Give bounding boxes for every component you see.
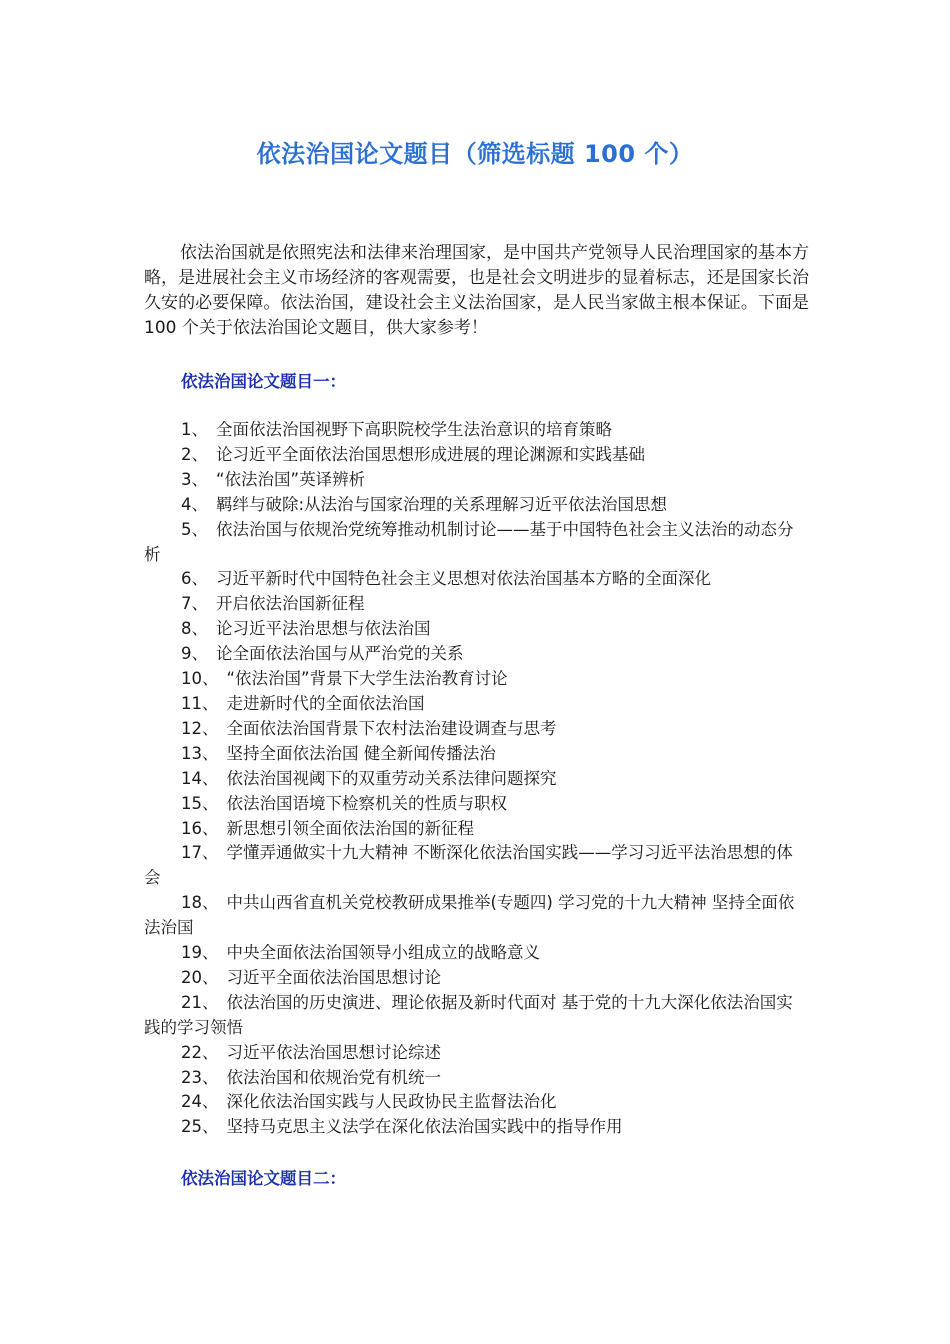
list-item-text: 全面依法治国视野下高职院校学生法治意识的培育策略 [216,420,612,439]
list-item-number: 3、 [181,469,208,489]
list-item [144,617,809,642]
list-item [144,692,809,717]
list-item-text: 中央全面依法治国领导小组成立的战略意义 [226,943,540,963]
list-item-text: 依法治国语境下检察机关的性质与职权 [226,793,507,813]
list-item-text: 坚持全面依法治国 健全新闻传播法治 [226,743,496,763]
list-item [144,592,809,617]
list-item [144,518,809,568]
list-item-text: 羁绊与破除:从法治与国家治理的关系理解习近平依法治国思想 [216,494,668,514]
list-item [144,642,809,667]
list-item [144,1041,809,1066]
list-item [144,841,809,891]
list-item [144,991,809,1041]
section-heading-2: 依法治国论文题目二： [181,1169,346,1188]
list-item-text: 习近平全面依法治国思想讨论 [226,967,441,987]
list-item-number: 6、 [181,569,208,589]
list-item [144,1090,809,1115]
list-item-number: 16、 [181,818,219,838]
list-item [144,717,809,742]
list-item-number: 13、 [181,743,219,763]
list-item-number: 22、 [181,1042,219,1062]
section-heading-1: 依法治国论文题目一： [181,372,346,391]
list-item-number: 9、 [181,644,208,664]
list-item-text: 开启依法治国新征程 [216,594,365,614]
list-item [144,468,809,493]
list-item-number: 5、 [181,519,208,539]
list-item [144,966,809,991]
list-item-text: 全面依法治国背景下农村法治建设调查与思考 [226,718,557,738]
list-item [144,767,809,792]
list-item-text: 依法治国与依规治党统筹推动机制讨论——基于中国特色社会主义法治的动态分析 [144,519,794,564]
list-item-number: 12、 [181,718,219,738]
list-item [144,817,809,842]
list-item-text: 学懂弄通做实十九大精神 不断深化依法治国实践——学习习近平法治思想的体会 [144,843,793,888]
list-item-number: 2、 [181,444,208,464]
list-item [144,792,809,817]
list-item-text: 走进新时代的全面依法治国 [226,693,425,713]
list-item-text: 习近平新时代中国特色社会主义思想对依法治国基本方略的全面深化 [216,569,711,589]
list-item-number: 23、 [181,1067,219,1087]
list-item-text: “依法治国”背景下大学生法治教育讨论 [226,669,508,689]
list-item-number: 19、 [181,943,219,963]
list-item-text: 依法治国视阈下的双重劳动关系法律问题探究 [226,768,557,788]
list-item-number: 25、 [181,1117,219,1137]
list-item-number: 8、 [181,619,208,639]
list-item-text: 坚持马克思主义法学在深化依法治国实践中的指导作用 [226,1117,623,1137]
list-item [144,1115,809,1140]
list-item-number: 20、 [181,967,219,987]
list-item-text: 依法治国和依规治党有机统一 [226,1067,441,1087]
list-item-text: 新思想引领全面依法治国的新征程 [226,818,474,838]
list-item-number: 21、 [181,992,219,1012]
list-item-text: 论习近平法治思想与依法治国 [216,619,431,639]
list-item [144,891,809,941]
list-item-number: 10、 [181,669,219,689]
list-item-number: 18、 [181,893,219,913]
list-item-number: 11、 [181,693,219,713]
intro-paragraph: 依法治国就是依照宪法和法律来治理国家，是中国共产党领导人民治理国家的基本方略，是进展社会主义市场经济的客观需要，也是社会文明进步的显着标志，还是国家长治久安的必要保障。依法治国，建设社会主义法治国家，是人民当家做主根本保证。下面是 100 个关于依法治国论文题目，供大家参考！ [144,243,809,338]
list-item-text: 中共山西省直机关党校教研成果推举(专题四) 学习党的十九大精神 坚持全面依法治国 [144,893,795,938]
list-item [144,567,809,592]
list-item-number: 14、 [181,768,219,788]
list-item-text: 依法治国的历史演进、理论依据及新时代面对 基于党的十九大深化依法治国实践的学习领悟 [144,992,793,1037]
list-item-number: 7、 [181,594,208,614]
list-item [144,1066,809,1091]
list-item [144,418,809,443]
list-item-text: 论全面依法治国与从严治党的关系 [216,644,464,664]
list-item-text: 论习近平全面依法治国思想形成进展的理论渊源和实践基础 [216,444,645,464]
document-title: 依法治国论文题目（筛选标题 100 个） [256,140,694,168]
list-item-number: 24、 [181,1092,219,1112]
list-item-number: 4、 [181,494,208,514]
list-item-number: 15、 [181,793,219,813]
list-item [144,941,809,966]
list-item-text: 深化依法治国实践与人民政协民主监督法治化 [226,1092,557,1112]
list-item-number: 17、 [181,843,219,863]
list-item-text: 习近平依法治国思想讨论综述 [226,1042,441,1062]
list-item-text: “依法治国”英译辨析 [216,469,366,489]
list-item [144,443,809,468]
list-item-number: 1、 [181,420,208,439]
list-item [144,742,809,767]
title-list [144,418,809,1140]
list-item [144,667,809,692]
list-item [144,493,809,518]
